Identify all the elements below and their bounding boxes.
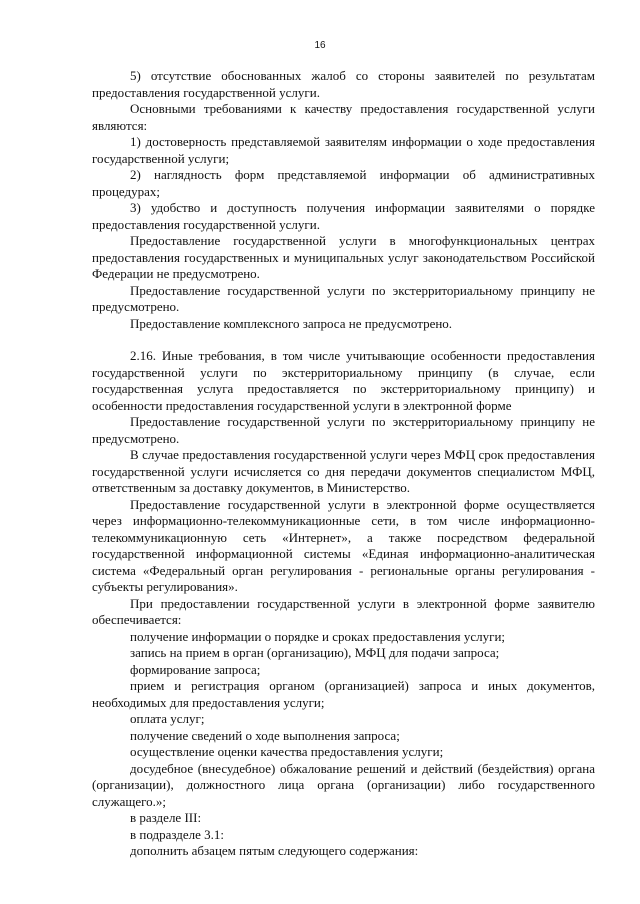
paragraph: в разделе III: [130, 810, 202, 825]
list-item: запись на прием в орган (организацию), МФЦ для подачи запроса; [130, 645, 500, 660]
paragraph: В случае предоставления государственной услуги через МФЦ срок предоставления государственной услуги исчисляется со дня передачи документов специалистом МФЦ, ответственным за доставку документов, в Министерство. [92, 447, 595, 495]
paragraph: Предоставление комплексного запроса не предусмотрено. [130, 315, 453, 331]
paragraph: 1) достоверность представляемой заявителям информации о ходе предоставления государственной услуги; [92, 134, 595, 166]
paragraph: 2) наглядность форм представляемой информации об административных процедурах; [92, 167, 595, 199]
paragraph: дополнить абзацем пятым следующего содержания: [130, 843, 419, 858]
page-number: 16 [314, 40, 326, 51]
list-item: получение сведений о ходе выполнения запроса; [130, 727, 400, 743]
paragraph: Предоставление государственной услуги по экстерриториальному принципу не предусмотрено. [92, 282, 595, 314]
paragraph: 5) отсутствие обоснованных жалоб со стороны заявителей по результатам предоставления государственной услуги. [92, 68, 595, 100]
paragraph: Основными требованиями к качеству предоставления государственной услуги являются: [92, 101, 595, 133]
paragraph: в подразделе 3.1: [130, 826, 225, 842]
document-body [92, 68, 595, 860]
paragraph: Предоставление государственной услуги в электронной форме осуществляется через информационно-телекоммуникационные сети, в том числе информационно-телекоммуникационную сеть «Интернет», а также посредством федеральной государственной информационной системы «Единая информационно-аналитическая система «Федеральный орган регулирования - региональные органы регулирования - субъекты регулирования». [92, 496, 595, 594]
list-item: получение информации о порядке и сроках предоставления услуги; [130, 628, 506, 644]
list-item: прием и регистрация органом (организацией) запроса и иных документов, необходимых для предоставления услуги; [92, 678, 595, 710]
list-item: оплата услуг; [130, 711, 205, 726]
list-item: формирование запроса; [130, 661, 261, 677]
section-heading: 2.16. Иные требования, в том числе учитывающие особенности предоставления государственной услуги по экстерриториальному принципу (в случае, если государственная услуга предоставляется по экстерриториальному принципу) и особенности предоставления государственной услуги в электронной форме [92, 348, 595, 413]
list-item: досудебное (внесудебное) обжалование решений и действий (бездействия) органа (организации), должностного лица органа (организации) либо государственного служащего.»; [92, 760, 595, 809]
list-item: осуществление оценки качества предоставления услуги; [130, 744, 444, 759]
paragraph: Предоставление государственной услуги по экстерриториальному принципу не предусмотрено. [92, 414, 595, 446]
paragraph: 3) удобство и доступность получения информации заявителями о порядке предоставления государственной услуги. [92, 200, 595, 232]
paragraph: Предоставление государственной услуги в многофункциональных центрах предоставления государственных и муниципальных услуг законодательством Российской Федерации не предусмотрено. [92, 233, 595, 281]
paragraph: При предоставлении государственной услуги в электронной форме заявителю обеспечивается: [92, 595, 595, 627]
